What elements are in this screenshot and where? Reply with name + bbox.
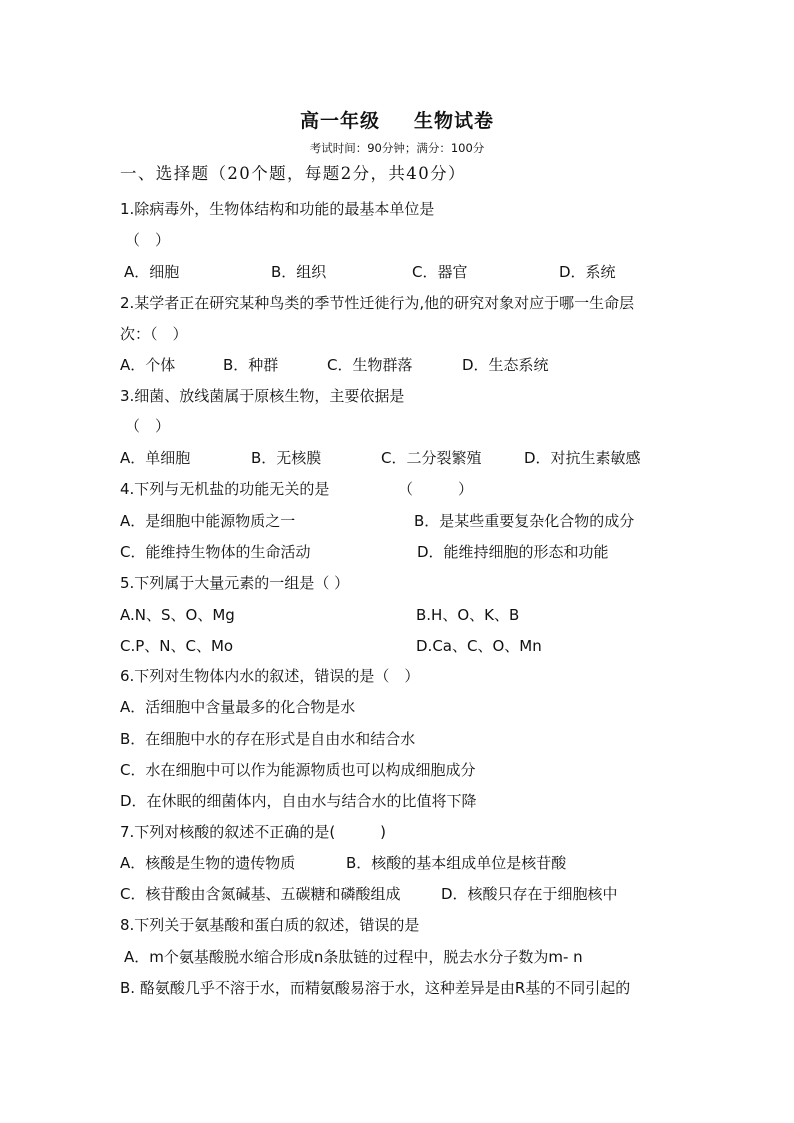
- option-a: A．单细胞: [120, 449, 191, 467]
- option-c: C．器官: [412, 263, 468, 281]
- question-stem: 2.某学者正在研究某种鸟类的季节性迁徙行为,他的研究对象对应于哪一生命层: [120, 294, 635, 312]
- title-subject: 生物试卷: [414, 110, 495, 132]
- option-c: C．生物群落: [327, 356, 413, 374]
- exam-info: 考试时间：90分钟；满分：100分: [309, 141, 485, 155]
- option-b: B．无核膜: [251, 449, 322, 467]
- page-title: [0, 106, 794, 133]
- question-stem: 3.细菌、放线菌属于原核生物，主要依据是: [120, 387, 405, 405]
- option-b: B．是某些重要复杂化合物的成分: [414, 512, 635, 530]
- option-c: C．二分裂繁殖: [381, 449, 482, 467]
- option-c: C．核苷酸由含氮碱基、五碳糖和磷酸组成: [120, 885, 401, 903]
- section-heading: 一、选择题（20个题，每题2分，共40分）: [120, 164, 466, 183]
- option-a: A．是细胞中能源物质之一: [120, 512, 296, 530]
- option-d: D．核酸只存在于细胞核中: [441, 885, 618, 903]
- option-c: C.P、N、C、Mo: [120, 637, 234, 655]
- option-b: B．在细胞中水的存在形式是自由水和结合水: [120, 730, 416, 748]
- option-c: C．水在细胞中可以作为能源物质也可以构成细胞成分: [120, 761, 476, 779]
- option-b: B.H、O、K、B: [416, 606, 520, 624]
- option-d: D．对抗生素敏感: [524, 449, 641, 467]
- option-a: A．m个氨基酸脱水缩合形成n条肽链的过程中，脱去水分子数为m- n: [124, 948, 583, 966]
- option-b: B. 酪氨酸几乎不溶于水，而精氨酸易溶于水，这种差异是由R基的不同引起的: [120, 979, 631, 997]
- option-a: A．细胞: [124, 263, 180, 281]
- option-d: D．生态系统: [462, 356, 549, 374]
- answer-paren: （ ）: [125, 231, 171, 249]
- question-stem: 5.下列属于大量元素的一组是（ ）: [120, 574, 350, 592]
- option-b: B．组织: [271, 263, 327, 281]
- question-stem: 4.下列与无机盐的功能无关的是: [120, 480, 330, 498]
- question-stem-continued: 次：（ ）: [120, 325, 188, 343]
- option-d: D．在休眠的细菌体内，自由水与结合水的比值将下降: [120, 792, 477, 810]
- answer-paren: （ ）: [125, 417, 171, 435]
- question-stem: 7.下列对核酸的叙述不正确的是( ): [120, 823, 387, 841]
- option-d: D．系统: [559, 263, 616, 281]
- option-d: D．能维持细胞的形态和功能: [417, 543, 609, 561]
- option-a: A．核酸是生物的遗传物质: [120, 854, 296, 872]
- question-stem: 6.下列对生物体内水的叙述，错误的是（ ）: [120, 667, 420, 685]
- option-c: C．能维持生物体的生命活动: [120, 543, 311, 561]
- option-d: D.Ca、C、O、Mn: [416, 637, 542, 655]
- option-a: A．个体: [120, 356, 176, 374]
- option-b: B．种群: [223, 356, 279, 374]
- answer-paren: （ ）: [398, 480, 474, 498]
- option-a: A．活细胞中含量最多的化合物是水: [120, 698, 356, 716]
- question-stem: 8.下列关于氨基酸和蛋白质的叙述，错误的是: [120, 916, 420, 934]
- option-a: A.N、S、O、Mg: [120, 606, 235, 624]
- question-stem: 1.除病毒外，生物体结构和功能的最基本单位是: [120, 200, 435, 218]
- option-b: B．核酸的基本组成单位是核苷酸: [346, 854, 567, 872]
- title-grade: 高一年级: [299, 110, 380, 132]
